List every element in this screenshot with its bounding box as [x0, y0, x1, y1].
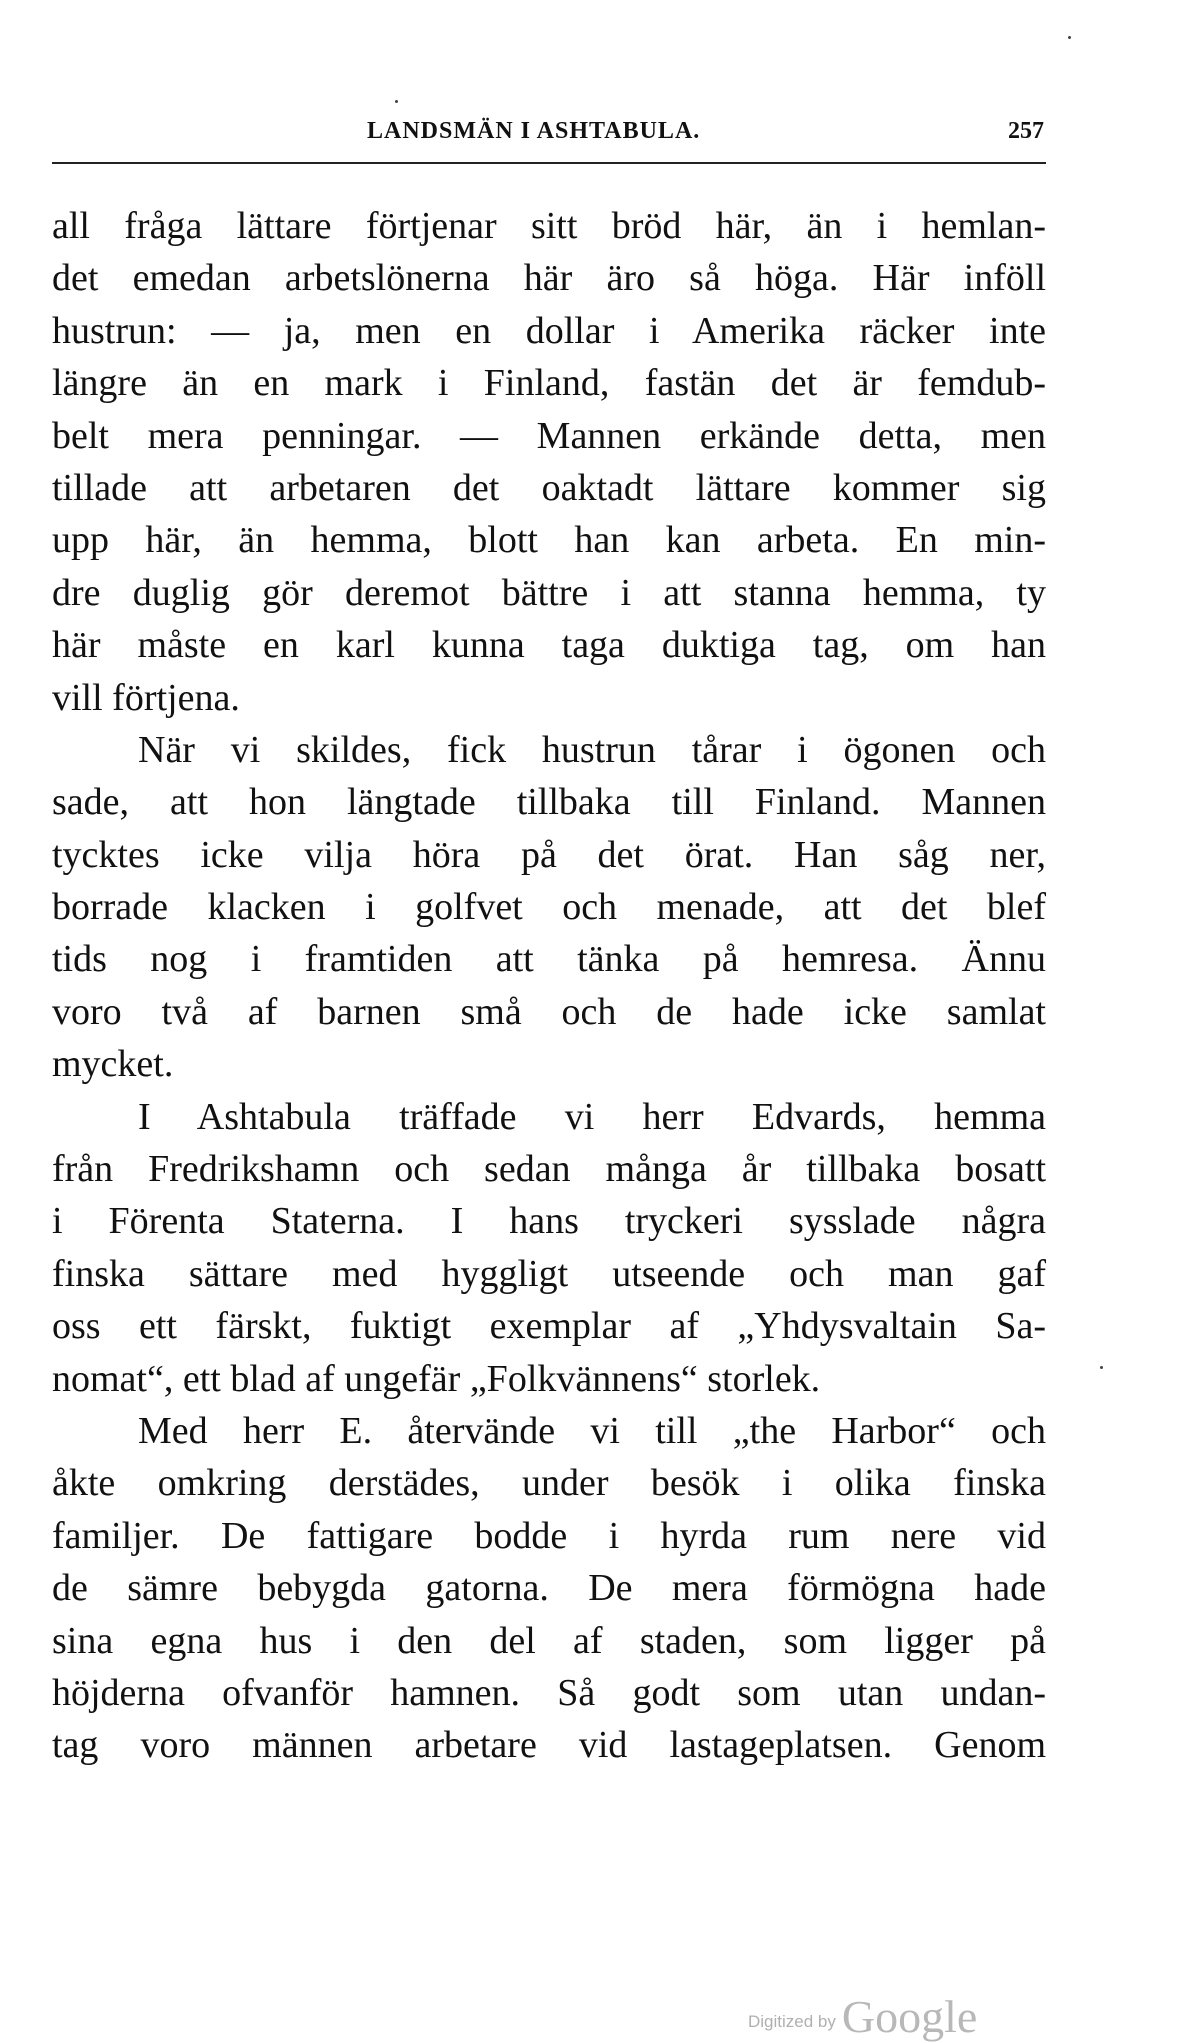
digitized-by-google-watermark — [748, 1990, 977, 2040]
text-line: det emedan arbetslönerna här äro så höga. Här inföll — [52, 257, 1046, 300]
text-line: borrade klacken i golfvet och menade, att det blef — [52, 886, 1046, 929]
text-line: belt mera penningar. — Mannen erkände detta, men — [52, 414, 1046, 457]
scan-speck — [395, 100, 398, 103]
running-title: LANDSMÄN I ASHTABULA. — [367, 118, 701, 144]
text-line: sina egna hus i den del af staden, som ligger på — [52, 1619, 1046, 1662]
scan-speck — [1100, 1366, 1103, 1369]
text-line: nomat“, ett blad af ungefär „Folkvännens“ storlek. — [52, 1357, 821, 1400]
google-logo: Google — [841, 1991, 978, 2042]
text-line: längre än en mark i Finland, fastän det är femdub- — [52, 362, 1046, 405]
text-line: oss ett färskt, fuktigt exemplar af „Yhdysvaltain Sa- — [52, 1305, 1046, 1348]
text-line: voro två af barnen små och de hade icke samlat — [52, 990, 1046, 1033]
page-header — [52, 118, 1046, 164]
text-line: vill förtjena. — [52, 676, 240, 719]
body-text — [52, 200, 1046, 1772]
text-line: hustrun: — ja, men en dollar i Amerika räcker inte — [52, 309, 1046, 352]
text-line: höjderna ofvanför hamnen. Så godt som utan undan- — [52, 1671, 1046, 1714]
digitized-by-label: Digitized by — [748, 2012, 836, 2031]
paragraph-start-line: När vi skildes, fick hustrun tårar i ögonen och — [138, 728, 1046, 771]
text-line: tids nog i framtiden att tänka på hemresa. Ännu — [52, 938, 1046, 981]
text-line: tag voro männen arbetare vid lastageplatsen. Genom — [52, 1724, 1046, 1767]
text-line: upp här, än hemma, blott han kan arbeta. En min- — [52, 519, 1046, 562]
text-line: tycktes icke vilja höra på det örat. Han såg ner, — [52, 833, 1046, 876]
text-line: i Förenta Staterna. I hans tryckeri sysslade några — [52, 1200, 1046, 1243]
text-line: de sämre bebygda gatorna. De mera förmögna hade — [52, 1567, 1046, 1610]
paragraph-start-line: Med herr E. återvände vi till „the Harbor“ och — [138, 1409, 1046, 1452]
text-line: all fråga lättare förtjenar sitt bröd här, än i hemlan- — [52, 205, 1046, 247]
scan-speck — [1068, 36, 1071, 39]
text-line: finska sättare med hyggligt utseende och man gaf — [52, 1252, 1046, 1295]
text-line: här måste en karl kunna taga duktiga tag, om han — [52, 624, 1046, 667]
text-line: tillade att arbetaren det oaktadt lättare kommer sig — [52, 466, 1046, 509]
text-line: åkte omkring derstädes, under besök i olika finska — [52, 1462, 1046, 1505]
text-line: sade, att hon längtade tillbaka till Finland. Mannen — [52, 781, 1046, 824]
text-line: dre duglig gör deremot bättre i att stanna hemma, ty — [52, 571, 1046, 614]
page-number: 257 — [1008, 118, 1044, 144]
text-line: mycket. — [52, 1043, 174, 1086]
paragraph-start-line: I Ashtabula träffade vi herr Edvards, hemma — [138, 1095, 1046, 1138]
text-line: familjer. De fattigare bodde i hyrda rum nere vid — [52, 1514, 1046, 1557]
text-line: från Fredrikshamn och sedan många år tillbaka bosatt — [52, 1148, 1046, 1191]
